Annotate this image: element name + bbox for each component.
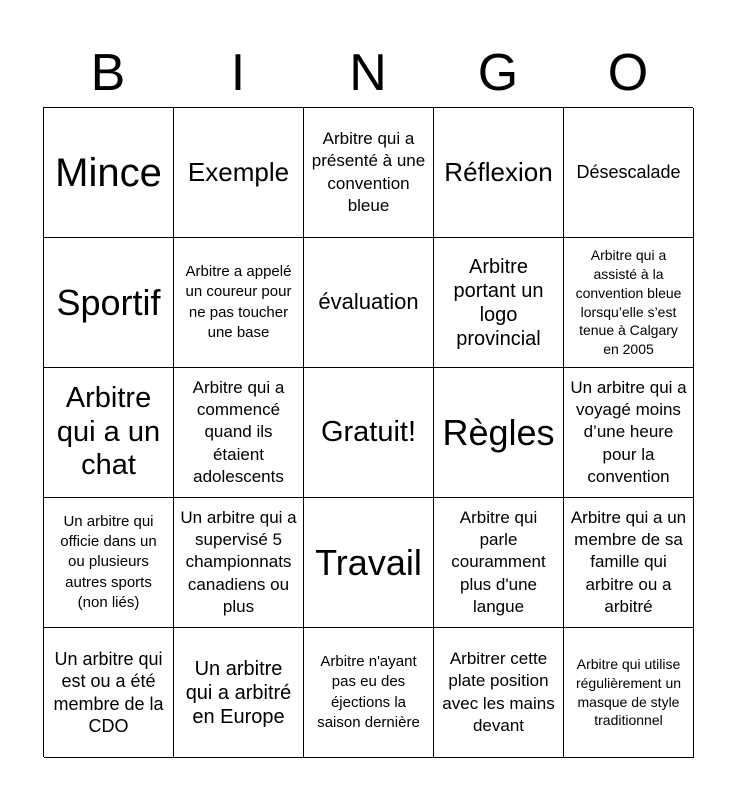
bingo-cell[interactable]: Arbitre a appelé un coureur pour ne pas toucher une base (174, 238, 304, 368)
bingo-header (43, 40, 693, 106)
bingo-cell[interactable]: Mince (44, 108, 174, 238)
bingo-cell[interactable]: Règles (434, 368, 564, 498)
bingo-cell[interactable]: Sportif (44, 238, 174, 368)
header-letter-o: O (607, 44, 649, 102)
bingo-cell[interactable]: Un arbitre qui a arbitré en Europe (174, 628, 304, 758)
bingo-cell[interactable]: Un arbitre qui a supervisé 5 championnats canadiens ou plus (174, 498, 304, 628)
bingo-cell[interactable]: Un arbitre qui a voyagé moins d’une heure pour la convention (564, 368, 694, 498)
bingo-cell[interactable]: Désescalade (564, 108, 694, 238)
bingo-cell[interactable]: Arbitre n'ayant pas eu des éjections la saison dernière (304, 628, 434, 758)
bingo-cell[interactable]: Arbitre portant un logo provincial (434, 238, 564, 368)
bingo-cell[interactable]: Arbitrer cette plate position avec les mains devant (434, 628, 564, 758)
header-letter-b: B (90, 44, 126, 102)
bingo-cell[interactable]: Gratuit! (304, 368, 434, 498)
header-letter-g: G (477, 44, 519, 102)
bingo-cell[interactable]: Arbitre qui parle couramment plus d'une langue (434, 498, 564, 628)
bingo-cell[interactable]: évaluation (304, 238, 434, 368)
bingo-cell[interactable]: Exemple (174, 108, 304, 238)
bingo-cell[interactable]: Arbitre qui a présenté à une convention bleue (304, 108, 434, 238)
bingo-card (43, 107, 693, 757)
bingo-cell[interactable]: Arbitre qui a assisté à la convention bleue lorsqu’elle s’est tenue à Calgary en 2005 (564, 238, 694, 368)
header-letter-n: N (349, 44, 387, 102)
header-letter-i: I (230, 44, 246, 102)
bingo-cell[interactable]: Arbitre qui utilise régulièrement un masque de style traditionnel (564, 628, 694, 758)
bingo-cell[interactable]: Travail (304, 498, 434, 628)
bingo-cell[interactable]: Arbitre qui a un membre de sa famille qui arbitre ou a arbitré (564, 498, 694, 628)
bingo-cell[interactable]: Un arbitre qui officie dans un ou plusieurs autres sports (non liés) (44, 498, 174, 628)
bingo-cell[interactable]: Un arbitre qui est ou a été membre de la CDO (44, 628, 174, 758)
bingo-cell[interactable]: Arbitre qui a commencé quand ils étaient adolescents (174, 368, 304, 498)
bingo-cell[interactable]: Réflexion (434, 108, 564, 238)
bingo-cell[interactable]: Arbitre qui a un chat (44, 368, 174, 498)
